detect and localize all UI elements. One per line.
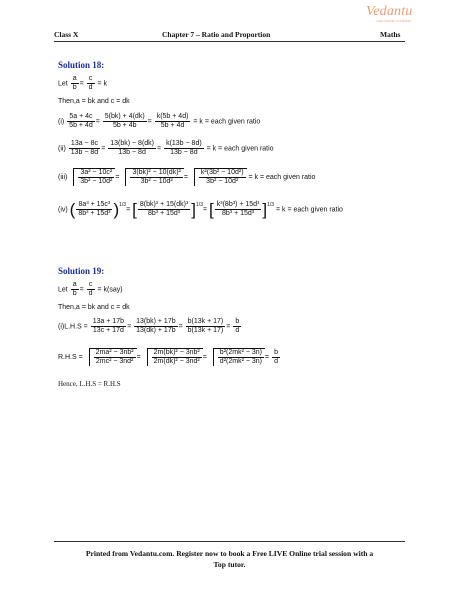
footer-rule: [54, 541, 405, 542]
s18-part-i: (i) $\frac{5a + 4c}{5b + 4d}$ = $\frac{5(bk) + 4(dk)}{5b + 4b}$ = $\frac{k(5b + 4d)}{5b + 4d}$ = k = each given ratio: [58, 113, 261, 129]
s19-lhs: (i)L.H.S = $\frac{13a + 17b}{13c + 17d}$ = $\frac{13(bk) + 17b}{13(dk) + 17b}$ = $\frac{b(13k + 17)}{b(13k + 17)}$ = $\frac{b}{d}$: [58, 318, 240, 334]
footer-line-1: Printed from Vedantu.com. Register now to book a Free LIVE Online trial session with a: [85, 549, 374, 558]
footer: [40, 548, 419, 570]
s18-part-ii: (ii) $\frac{13a - 8c}{13b - 8d}$ = $\frac{13(bk) - 8(dk)}{13b - 8d}$ = $\frac{k(13b - 8d)}{13b - 8d}$ = k = each given ratio: [58, 140, 274, 156]
logo-tagline: LIVE ONLINE TUTORING: [376, 19, 411, 23]
s18-let-line: Let $\frac{a}{b}$ = $\frac{c}{d}$ = k: [58, 75, 108, 91]
s18-then-line: Then,a = bk and c = dk: [58, 98, 130, 105]
footer-line-2: Top tutor.: [213, 560, 246, 569]
s18-part-iii: (iii) $\frac{\text{3a² − 10c²}}{\text{3b² − 10d²}}$ = $\frac{\text{3(bk)² − 10(dk)²}}{\text{3b² − 10d²}}$ = $\frac{\text{k²(3b² − 10d²)}}{\text{3b² − 10d²}}$ = k = each given ratio: [58, 169, 316, 185]
s19-rhs: R.H.S = $\frac{\text{2ma² − 3nb²}}{\text{2mc² − 3nd²}}$ = $\frac{\text{2m(bk)² − 3nb²}}{\text{2m(dk)² − 3nd²}}$ = $\frac{\text{b²(2mk² − 3n)}}{\text{d²(2mk² − 3n)}}$ = $\frac{b}{d}$: [58, 348, 278, 365]
header-rule: [54, 41, 405, 42]
s19-then-line: Then,a = bk and c = dk: [58, 304, 130, 311]
vedantu-logo: [366, 4, 422, 22]
header-class: Class X: [54, 30, 79, 39]
s18-part-iv: (iv) ( $\frac{\text{8a³ + 15c³}}{\text{8b³ + 15d³}}$ )$^{1/3}$= [ $\frac{\text{8(bk)³ + 15(dk)³}}{\text{8b³ + 15d³}}$ ]$^{1/3}$= [ $\frac{\text{k³(8b³) + 15d³}}{\text{8b³ + 15d³}}$ ]$^{1/3}$ = k = each given ratio: [58, 200, 343, 219]
header-subject: Maths: [380, 30, 401, 39]
logo-text: Vedantu: [366, 4, 413, 19]
solution-19-heading: Solution 19:: [58, 266, 105, 276]
s19-conclusion: Hence, L.H.S = R.H.S: [58, 380, 121, 388]
s19-let-line: Let $\frac{a}{b}$ = $\frac{c}{d}$ = k(say): [58, 281, 123, 297]
solution-18-heading: Solution 18:: [58, 60, 105, 70]
header-chapter: Chapter 7 – Ratio and Proportion: [162, 30, 271, 39]
